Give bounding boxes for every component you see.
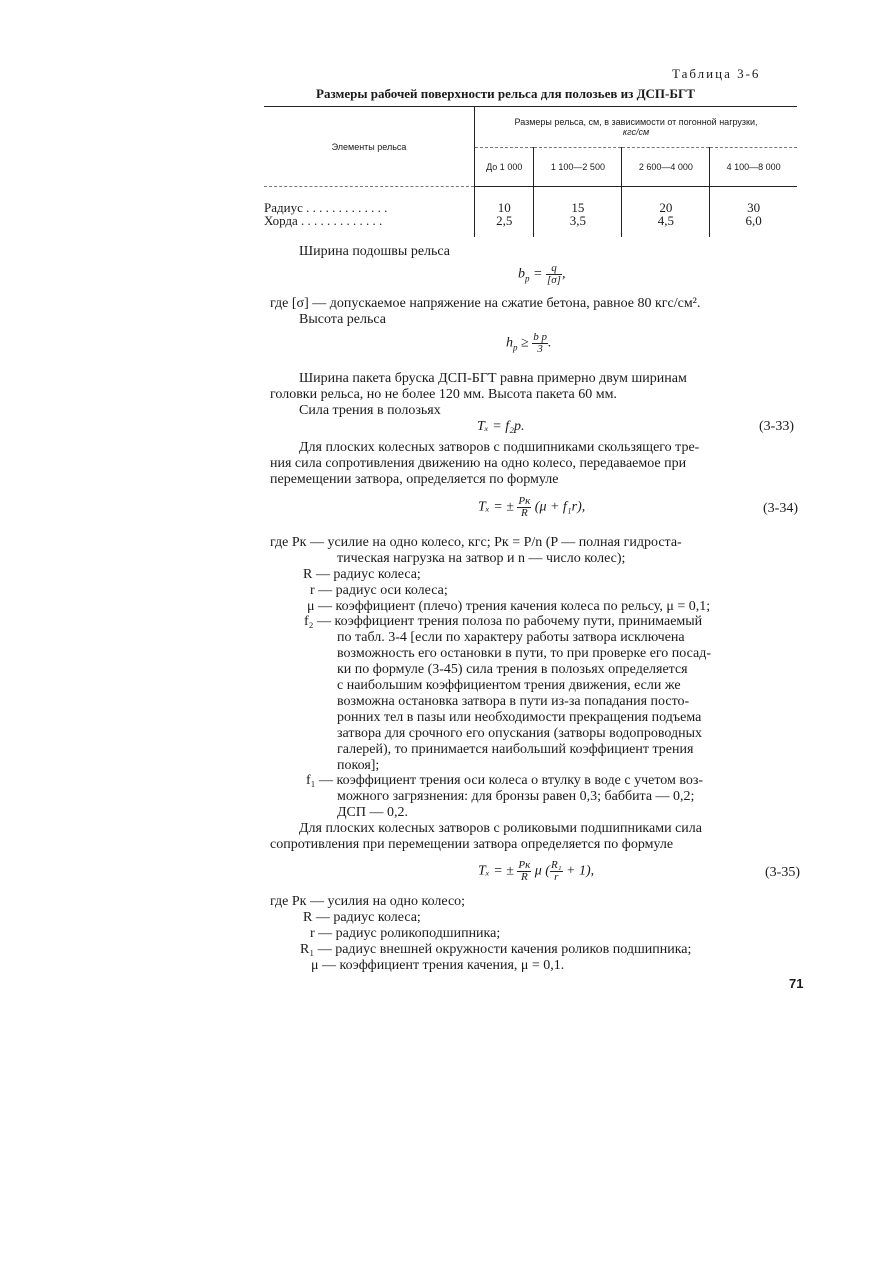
cell: 15	[534, 187, 622, 215]
row-name: Радиус . . . . . . . . . . . . .	[264, 187, 475, 215]
formula-sub: р	[513, 342, 518, 353]
definition-line: r — радиус оси колеса;	[310, 583, 448, 598]
table-row	[264, 214, 797, 237]
formula-tail: ,	[561, 266, 566, 282]
paragraph-line: ния сила сопротивления движению на одно колесо, передаваемое при	[270, 456, 687, 471]
formula-bp	[518, 263, 565, 286]
group-header	[475, 107, 798, 148]
table-label: Таблица 3-6	[672, 66, 761, 81]
definition-line: R — радиус колеса;	[303, 910, 421, 925]
formula-hp	[506, 332, 551, 355]
cell: 10	[475, 187, 534, 215]
denominator: R	[520, 871, 528, 883]
definition-line: с наибольшим коэффициентом трения движения, если же	[337, 678, 681, 693]
paragraph: Сила трения в полозьях	[299, 403, 441, 418]
group-header-line1: Размеры рельса, см, в зависимости от погонной нагрузки,	[514, 117, 758, 127]
formula-eq: =	[533, 266, 543, 282]
column-header: До 1 000	[475, 148, 534, 187]
formula-tail: .	[547, 335, 552, 351]
formula-3-34	[478, 496, 585, 519]
paragraph-line: перемещении затвора, определяется по формуле	[270, 472, 559, 487]
table-title: Размеры рабочей поверхности рельса для полозьев из ДСП-БГТ	[316, 86, 695, 101]
definition-line: тическая нагрузка на затвор и n — число колес);	[337, 551, 626, 566]
fraction	[546, 263, 562, 286]
elements-header: Элементы рельса	[264, 107, 475, 187]
paragraph: Ширина подошвы рельса	[299, 244, 451, 259]
definition-line: ронних тел в пазы или необходимости прекращения подъема	[337, 710, 702, 725]
paragraph: где [σ] — допускаемое напряжение на сжатие бетона, равное 80 кгс/см².	[270, 296, 701, 311]
definition-line: возможна остановка затвора в пути из-за попадания посто-	[337, 694, 690, 709]
equation-number: (3-34)	[763, 501, 798, 516]
definition-line: возможность его остановки в пути, то при проверке его посад-	[337, 646, 712, 661]
formula-op: ≥	[521, 335, 529, 351]
cell: 6,0	[745, 213, 762, 228]
paragraph-line: сопротивления при перемещении затвора определяется по формуле	[270, 837, 674, 852]
fraction	[550, 860, 563, 883]
formula-lhs: Tₓ = ±	[478, 499, 514, 515]
definition-line: галерей), то принимается наибольший коэффициент трения	[337, 742, 694, 757]
fraction	[517, 860, 531, 883]
group-header-line2: кгс/см	[622, 127, 650, 137]
formula-lhs: Tₓ = ±	[478, 863, 514, 879]
table-row	[264, 187, 797, 215]
definition-line: μ — коэффициент трения качения, μ = 0,1.	[311, 958, 565, 973]
definition-line: R — радиус колеса;	[303, 567, 421, 582]
numerator: Pк	[518, 859, 531, 871]
definition-line: можного загрязнения: для бронзы равен 0,3; баббита — 0,2;	[337, 789, 695, 804]
paragraph-line: Для плоских колесных затворов с подшипниками скользящего тре-	[299, 440, 700, 455]
formula-tail: + 1),	[566, 863, 595, 879]
definition-line: где Pк — усилия на одно колесо;	[270, 894, 466, 909]
paragraph-line: Для плоских колесных затворов с роликовыми подшипниками сила	[299, 821, 702, 836]
definition-line: по табл. 3-4 [если по характеру работы затвора исключена	[337, 630, 685, 645]
fraction	[532, 332, 548, 355]
cell: 2,5	[475, 214, 534, 237]
definition-line: где Pк — усилие на одно колесо, кгс; Pк = P/n (P — полная гидроста-	[270, 535, 682, 550]
definition-line: R₁ — радиус внешней окружности качения роликов подшипника;	[300, 942, 692, 957]
denominator: [σ]	[546, 274, 561, 286]
definition-line: ки по формуле (3-45) сила трения в полозьях определяется	[337, 662, 688, 677]
paragraph-line: Ширина пакета бруска ДСП-БГТ равна примерно двум ширинам	[299, 371, 687, 386]
row-name: Хорда . . . . . . . . . . . . .	[264, 214, 475, 237]
numerator: R₁	[550, 859, 562, 871]
formula-tail: (μ + f₁r),	[534, 499, 586, 515]
definition-line: f₂ — коэффициент трения полоза по рабочему пути, принимаемый	[304, 614, 703, 629]
definition-line: покоя];	[337, 758, 380, 773]
paragraph: Высота рельса	[299, 312, 386, 327]
equation-number: (3-35)	[765, 865, 800, 880]
denominator: 3	[537, 343, 543, 355]
cell: 3,5	[534, 214, 622, 237]
definition-line: затвора для срочного его опускания (затворы водопроводных	[337, 726, 703, 741]
fraction	[517, 496, 531, 519]
formula-mid: μ (	[534, 863, 550, 879]
formula-3-33: Tₓ = f₂p.	[477, 419, 525, 434]
column-header: 4 100—8 000	[710, 148, 797, 187]
paragraph-line: головки рельса, но не более 120 мм. Высота пакета 60 мм.	[270, 387, 617, 402]
column-header: 2 600—4 000	[622, 148, 710, 187]
formula-lhs: b	[518, 266, 525, 282]
column-header: 1 100—2 500	[534, 148, 622, 187]
numerator: b р	[533, 331, 547, 343]
rail-dimensions-table	[264, 106, 797, 237]
formula-3-35	[478, 860, 594, 883]
definition-line: r — радиус роликоподшипника;	[310, 926, 501, 941]
formula-sub: р	[525, 273, 530, 284]
definition-line: ДСП — 0,2.	[337, 805, 408, 820]
denominator: r	[554, 871, 559, 883]
denominator: R	[520, 507, 528, 519]
numerator: q	[546, 263, 562, 275]
equation-number: (3-33)	[759, 419, 794, 434]
cell: 30	[747, 200, 761, 215]
cell: 20	[622, 187, 710, 215]
definition-line: f₁ — коэффициент трения оси колеса о втулку в воде с учетом воз-	[306, 773, 704, 788]
cell: 4,5	[622, 214, 710, 237]
formula-lhs: h	[506, 335, 513, 351]
numerator: Pк	[518, 495, 531, 507]
page-number: 71	[789, 976, 804, 991]
definition-line: μ — коэффициент (плечо) трения качения колеса по рельсу, μ = 0,1;	[307, 599, 711, 614]
